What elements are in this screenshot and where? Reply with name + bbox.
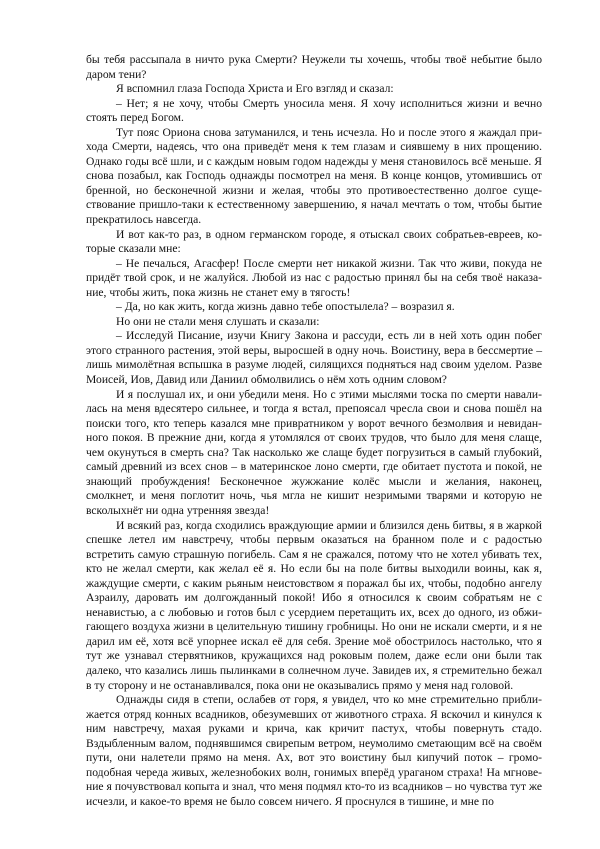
paragraph: Тут пояс Ориона снова затуманился, и тень исчезла. Но и после этого я жаждал прихода Смерти, надеясь, что она приведёт меня к тем глазам и сиявшему в них прощению. Однако годы всё шли, и с каждым новым годом надежды у меня становилось всё меньше. Я снова позабыл, как Господь однажды посмотрел на меня. В конце концов, утомившись от бренной, но бесконечной жизни и желая, чтобы это противоестественно долгое существование пришло-таки к естественному завершению, я начал мечтать о том, чтобы бытие прекратилось навсегда. — [86, 125, 542, 227]
paragraph: – Да, но как жить, когда жизнь давно тебе опостылела? – возразил я. — [116, 300, 455, 314]
paragraph: И вот как-то раз, в одном германском городе, я отыскал своих собратьев-евреев, которые сказали мне: — [86, 227, 542, 256]
paragraph: – Исследуй Писание, изучи Книгу Закона и рассуди, есть ли в ней хоть один побег этого странного растения, этой веры, выросшей в одну ночь. Воистину, вера в бессмертие – лишь мимолётная вспышка в разуме людей, силящихся подняться над своим уделом. Разве Моисей, Иов, Давид или Даниил обмолвились о нём хоть одним словом? — [86, 329, 542, 387]
paragraph: И всякий раз, когда сходились враждующие армии и близился день битвы, я в жаркой спешке летел им навстречу, чтобы первым оказаться на бранном поле и с радостью встретить самую страшную погибель. Сам я не сражался, потому что не хотел убивать тех, кто не желал смерти, как желал её я. Но если бы на поле битвы выходили воины, как я, жаждущие смерти, с каким рьяным неистовством я поражал бы их, чтобы, подобно ангелу Азраилу, даровать им долгожданный покой! Ибо я относился к своим собратьям не с ненавистью, а с любовью и готов был с усердием перетащить их, всех до одного, из обжигающего воздуха жизни в целительную тишину гробницы. Но они не искали смерти, и я не дарил им её, хотя всё упорнее искал её для себя. Зрение моё обострилось настолько, что я тут же узнавал стервятников, кружащихся над роковым полем, даже если они были так далеко, что казались лишь пылинками в солнечном луче. Завидев их, я стремительно бежал в ту сторону и не останавливался, пока они не оказывались прямо у меня над головой. — [86, 518, 542, 692]
paragraph: Я вспомнил глаза Господа Христа и Его взгляд и сказал: — [116, 82, 394, 96]
paragraph: – Нет; я не хочу, чтобы Смерть уносила меня. Я хочу исполниться жизни и вечно стоять перед Богом. — [86, 96, 542, 125]
paragraph: – Не печалься, Агасфер! После смерти нет никакой жизни. Так что живи, покуда не придёт твой срок, и не жалуйся. Любой из нас с радостью принял бы на себя твоё наказание, чтобы жить, пока жизнь не станет ему в тягость! — [86, 256, 542, 299]
paragraph: Однажды сидя в степи, ослабев от горя, я увидел, что ко мне стремительно приближается отряд конных всадников, обезумевших от животного страха. Я вскочил и кинулся к ним навстречу, махая руками и крича, как кричит пастух, чтобы повернуть стадо. Вздыбленным валом, поднявшимся свирепым ветром, неумолимо сметающим всё на своём пути, они налетели прямо на меня. Ах, вот это воистину был кипучий поток – громоподобная череда живых, железнобоких волн, гонимых вперёд ураганом страха! На мгновение я почувствовал копыта и знал, что меня подмял кто-то из всадников – но чувства тут же исчезли, и какое-то время не было совсем ничего. Я проснулся в тишине, и мне по — [86, 693, 542, 808]
paragraph: бы тебя рассыпала в ничто рука Смерти? Неужели ты хочешь, чтобы твоё небытие было даром тени? — [86, 53, 542, 81]
paragraph: Но они не стали меня слушать и сказали: — [116, 314, 320, 328]
paragraph: И я послушал их, и они убедили меня. Но с этими мыслями тоска по смерти навалилась на меня вдесятеро сильнее, и тогда я встал, препоясал чресла свои и снова пошёл на поиски того, кто теперь казался мне привратником у ворот вечного безмолвия и невиданного покоя. В прежние дни, когда я утомлялся от своих трудов, что было для меня слаще, чем окунуться в смерть сна? Так насколько же слаще будет погрузиться в самый глубокий, самый древний из всех снов – в материнское лоно смерти, где обитает пустота и покой, не знающий пробуждения! Бесконечное жужжание колёс мысли и желания, наконец, смолкнет, и меня поглотит ночь, чья мгла не кишит незримыми тварями и которую не всколыхнёт ни одна утренняя звезда! — [86, 387, 542, 517]
